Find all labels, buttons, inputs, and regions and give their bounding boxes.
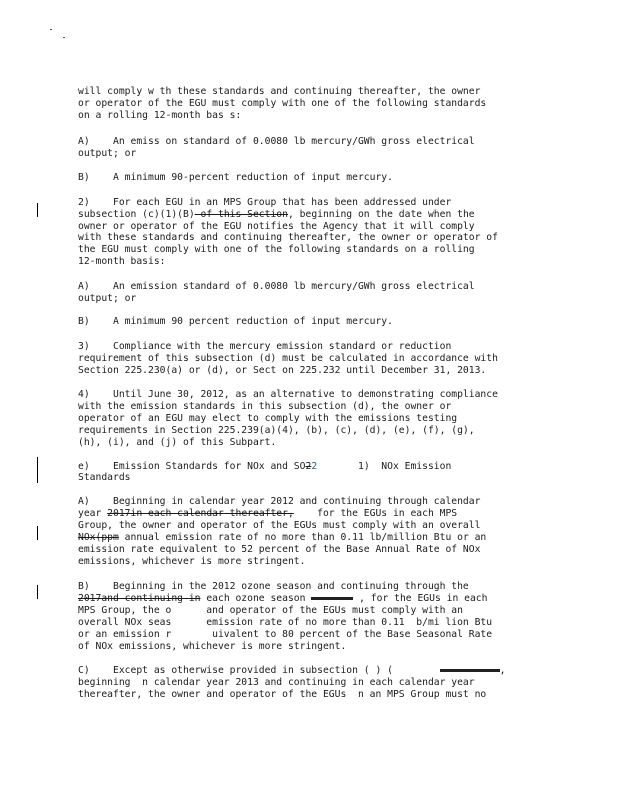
text-line: (h), (i), and (j) of this Subpart. (78, 437, 277, 448)
deleted-text: 2 (305, 461, 312, 472)
text-line: B) A minimum 90 percent reduction of input mercury. (78, 316, 393, 327)
text-line: with the emission standards in this subsection (d), the owner or (78, 401, 452, 412)
text-line (78, 593, 487, 604)
deleted-text: 2017in each calendar thereafter, (107, 508, 294, 519)
text-line: 3) Compliance with the mercury emission standard or reduction (78, 341, 452, 352)
text-line: 4) Until June 30, 2012, as an alternative to demonstrating compliance (78, 389, 498, 400)
text-segment: subsection (c)(1)(B) (78, 209, 195, 220)
deleted-text: 2017and continuing in (78, 593, 201, 604)
redaction-mark (311, 597, 353, 600)
section-heading: Standards (78, 472, 131, 483)
text-line: requirement of this subsection (d) must be calculated in accordance with (78, 353, 498, 364)
text-segment: for the EGUs in each MPS (293, 508, 458, 519)
text-segment: , beginning on the date when the (287, 209, 475, 220)
text-segment: , (499, 665, 506, 676)
text-line: B) Beginning in the 2012 ozone season and continuing through the (78, 581, 469, 592)
text-line: A) Beginning in calendar year 2012 and continuing through calendar (78, 496, 481, 507)
text-line: will comply w th these standards and continuing thereafter, the owner (78, 86, 481, 97)
text-segment: each ozone season (200, 593, 312, 604)
revision-bar (37, 585, 38, 599)
text-line: output; or (78, 293, 137, 304)
heading-text: e) Emission Standards for NOx and SO (78, 461, 306, 472)
text-line: emissions, whichever is more stringent. (78, 556, 306, 567)
text-segment: annual emission rate of no more than 0.11 lb/million Btu or an (118, 532, 487, 543)
text-line: MPS Group, the o and operator of the EGUs must comply with an (78, 605, 463, 616)
revision-bar (37, 457, 38, 483)
text-line: emission rate equivalent to 52 percent of the Base Annual Rate of NOx (78, 544, 481, 555)
text-segment: C) Except as otherwise provided in subsection ( ) ( (78, 665, 440, 676)
text-line: Group, the owner and operator of the EGUs must comply with an overall (78, 520, 481, 531)
text-line: 12-month basis: (78, 256, 166, 267)
deleted-text: of this Section (194, 209, 288, 220)
text-line: overall NOx seas emission rate of no more than 0.11 b/mi lion Btu (78, 617, 493, 628)
text-line: beginning n calendar year 2013 and continuing in each calendar year (78, 677, 475, 688)
text-line (78, 508, 457, 519)
text-line: owner or operator of the EGU notifies the Agency that it will comply (78, 221, 475, 232)
revision-bar (37, 203, 38, 217)
inserted-text: 2 (311, 461, 318, 472)
deleted-text: NOx(ppm (78, 532, 119, 543)
text-line: operator of an EGU may elect to comply with the emissions testing (78, 413, 458, 424)
text-segment: year (78, 508, 108, 519)
text-line: Section 225.230(a) or (d), or Sect on 225.232 until December 31, 2013. (78, 365, 487, 376)
text-line (78, 532, 486, 543)
text-line: 2) For each EGU in an MPS Group that has been addressed under (78, 197, 452, 208)
text-line: requirements in Section 225.239(a)(4), (b), (c), (d), (e), (f), (g), (78, 425, 475, 436)
text-line: A) An emission standard of 0.0080 lb mercury/GWh gross electrical (78, 281, 475, 292)
heading-text: 1) NOx Emission (317, 461, 452, 472)
scan-speck (63, 37, 65, 38)
text-line: the EGU must comply with one of the following standards on a rolling (78, 244, 475, 255)
text-line: on a rolling 12-month bas s: (78, 110, 242, 121)
text-line (78, 209, 475, 220)
text-segment: , for the EGUs in each (353, 593, 488, 604)
text-line: or an emission r uivalent to 80 percent of the Base Seasonal Rate (78, 629, 493, 640)
text-line (78, 665, 505, 676)
text-line: of NOx emissions, whichever is more stringent. (78, 641, 347, 652)
text-line: A) An emiss on standard of 0.0080 lb mercury/GWh gross electrical (78, 136, 475, 147)
text-line: thereafter, the owner and operator of the EGUs n an MPS Group must no (78, 689, 487, 700)
text-line: or operator of the EGU must comply with one of the following standards (78, 98, 487, 109)
text-line: with these standards and continuing thereafter, the owner or operator of (78, 232, 498, 243)
scan-speck (50, 29, 52, 30)
text-line: B) A minimum 90-percent reduction of input mercury. (78, 172, 393, 183)
revision-bar (37, 526, 38, 540)
text-line: output; or (78, 148, 137, 159)
redaction-mark (440, 669, 500, 672)
section-heading (78, 461, 451, 472)
